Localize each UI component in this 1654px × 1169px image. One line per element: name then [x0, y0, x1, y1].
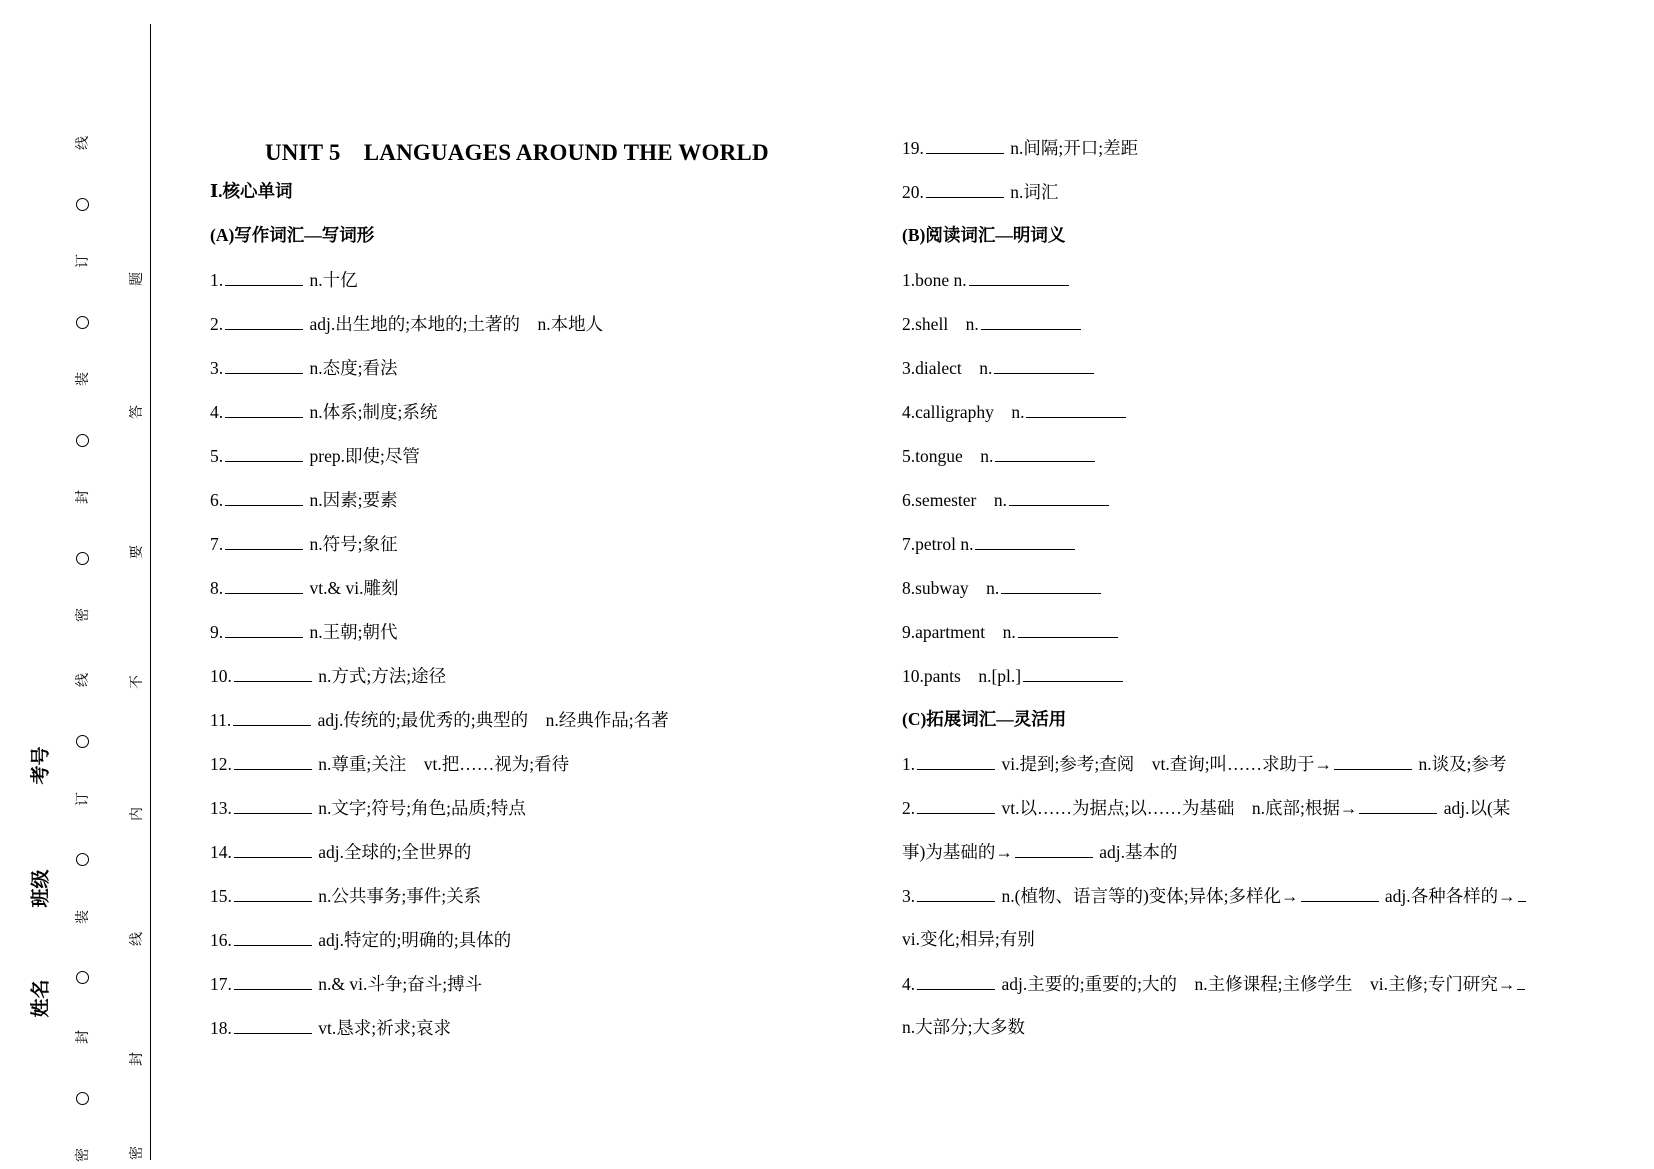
answer-blank[interactable]: [234, 884, 312, 902]
list-item: 3. n.态度;看法: [210, 358, 398, 378]
answer-blank[interactable]: [234, 1016, 312, 1034]
margin-glyph: 密: [130, 1146, 145, 1160]
margin-circle: [76, 198, 89, 211]
answer-blank[interactable]: [225, 444, 303, 462]
list-item: 2.shell n.: [902, 312, 1083, 335]
answer-blank[interactable]: [225, 532, 303, 550]
margin-glyph: 封: [76, 1030, 91, 1044]
list-item: 19. n.间隔;开口;差距: [902, 138, 1139, 158]
answer-blank[interactable]: [995, 444, 1095, 462]
list-item: 18. vt.恳求;祈求;哀求: [210, 1018, 451, 1038]
margin-circle: [76, 1092, 89, 1105]
answer-blank[interactable]: [926, 136, 1004, 154]
answer-blank[interactable]: [1359, 796, 1437, 814]
list-item: 4. adj.主要的;重要的;大的 n.主修课程;主修学生 vi.主修;专门研究→: [902, 972, 1527, 995]
list-item: 8. vt.& vi.雕刻: [210, 578, 399, 598]
list-item: 17. n.& vi.斗争;奋斗;搏斗: [210, 974, 483, 994]
list-item: 4.calligraphy n.: [902, 400, 1128, 423]
list-item: 7.petrol n.: [902, 532, 1077, 555]
list-item: 1. n.十亿: [210, 270, 358, 290]
answer-blank[interactable]: [225, 620, 303, 638]
margin-circle: [76, 552, 89, 565]
margin-glyph: 密: [76, 1148, 91, 1162]
answer-blank[interactable]: [917, 884, 995, 902]
answer-blank[interactable]: [234, 752, 312, 770]
answer-blank[interactable]: [917, 796, 995, 814]
list-item: 5. prep.即使;尽管: [210, 446, 420, 466]
margin-glyph: 封: [130, 1052, 145, 1066]
answer-blank[interactable]: [917, 972, 995, 990]
list-item: 8.subway n.: [902, 576, 1103, 599]
margin-glyph: 答: [130, 405, 145, 419]
list-item: 6.semester n.: [902, 488, 1111, 511]
answer-blank[interactable]: [917, 752, 995, 770]
list-item: 2. vt.以……为据点;以……为基础 n.底部;根据→ adj.以(某: [902, 798, 1511, 818]
margin-glyph: 线: [76, 136, 91, 150]
margin-label-class: 班级: [30, 869, 52, 908]
margin-glyph: 线: [76, 673, 91, 687]
list-item: 14. adj.全球的;全世界的: [210, 842, 472, 862]
answer-blank[interactable]: [233, 708, 311, 726]
answer-blank[interactable]: [975, 532, 1075, 550]
answer-blank[interactable]: [1018, 620, 1118, 638]
answer-blank[interactable]: [1517, 972, 1525, 990]
margin-glyph: 装: [76, 910, 91, 924]
answer-blank[interactable]: [1001, 576, 1101, 594]
answer-blank[interactable]: [1518, 884, 1526, 902]
list-item: 11. adj.传统的;最优秀的;典型的 n.经典作品;名著: [210, 710, 669, 730]
answer-blank[interactable]: [225, 400, 303, 418]
list-item: 1. vi.提到;参考;查阅 vt.查询;叫……求助于→ n.谈及;参考: [902, 754, 1507, 774]
list-item: 3.dialect n.: [902, 356, 1096, 379]
margin-glyph: 线: [130, 932, 145, 946]
margin-glyph: 封: [76, 490, 91, 504]
margin-circle: [76, 853, 89, 866]
list-item: 6. n.因素;要素: [210, 490, 398, 510]
list-item: 16. adj.特定的;明确的;具体的: [210, 930, 512, 950]
binding-line: [150, 24, 151, 1160]
list-item: 5.tongue n.: [902, 444, 1097, 467]
answer-blank[interactable]: [926, 180, 1004, 198]
answer-blank[interactable]: [1301, 884, 1379, 902]
list-item: 12. n.尊重;关注 vt.把……视为;看待: [210, 754, 570, 774]
margin-glyph: 装: [76, 372, 91, 386]
list-item: 15. n.公共事务;事件;关系: [210, 886, 482, 906]
answer-blank[interactable]: [234, 928, 312, 946]
margin-label-name: 姓名: [30, 979, 52, 1018]
margin-label-exam-number: 考号: [30, 746, 52, 785]
margin-circle: [76, 316, 89, 329]
list-item-continuation: 事)为基础的→ adj.基本的: [902, 842, 1178, 862]
answer-blank[interactable]: [1334, 752, 1412, 770]
answer-blank[interactable]: [234, 796, 312, 814]
answer-blank[interactable]: [234, 664, 312, 682]
margin-circle: [76, 434, 89, 447]
list-item: 1.bone n.: [902, 268, 1071, 291]
answer-blank[interactable]: [225, 312, 303, 330]
margin-circle: [76, 971, 89, 984]
answer-blank[interactable]: [234, 972, 312, 990]
answer-blank[interactable]: [981, 312, 1081, 330]
list-item: 10. n.方式;方法;途径: [210, 666, 447, 686]
answer-blank[interactable]: [225, 576, 303, 594]
margin-glyph: 要: [130, 545, 145, 559]
list-item: 7. n.符号;象征: [210, 534, 398, 554]
list-item: 2. adj.出生地的;本地的;土著的 n.本地人: [210, 314, 604, 334]
answer-blank[interactable]: [969, 268, 1069, 286]
answer-blank[interactable]: [225, 488, 303, 506]
answer-blank[interactable]: [1015, 840, 1093, 858]
list-item: 10.pants n.[pl.]: [902, 664, 1125, 687]
list-item: 3. n.(植物、语言等的)变体;异体;多样化→ adj.各种各样的→: [902, 884, 1528, 907]
section-heading-writing-vocab: (A)写作词汇—写词形: [210, 225, 375, 245]
margin-glyph: 内: [130, 807, 145, 821]
margin-glyph: 密: [76, 608, 91, 622]
margin-glyph: 不: [130, 675, 145, 689]
answer-blank[interactable]: [994, 356, 1094, 374]
page-title: UNIT 5 LANGUAGES AROUND THE WORLD: [265, 140, 769, 165]
section-heading-reading-vocab: (B)阅读词汇—明词义: [902, 225, 1066, 245]
section-heading-core-words: Ⅰ.核心单词: [210, 181, 293, 201]
list-item-continuation: vi.变化;相异;有别: [902, 929, 1035, 949]
answer-blank[interactable]: [234, 840, 312, 858]
list-item: 13. n.文字;符号;角色;品质;特点: [210, 798, 526, 818]
answer-blank[interactable]: [225, 268, 303, 286]
list-item: 9.apartment n.: [902, 620, 1120, 643]
answer-blank[interactable]: [1026, 400, 1126, 418]
list-item: 20. n.词汇: [902, 182, 1059, 202]
margin-glyph: 订: [76, 254, 91, 268]
margin-glyph: 题: [130, 272, 145, 286]
answer-blank[interactable]: [225, 356, 303, 374]
section-heading-extended-vocab: (C)拓展词汇—灵活用: [902, 709, 1067, 729]
list-item-continuation: n.大部分;大多数: [902, 1017, 1025, 1037]
answer-blank[interactable]: [1009, 488, 1109, 506]
margin-circle: [76, 735, 89, 748]
list-item: 4. n.体系;制度;系统: [210, 402, 438, 422]
margin-glyph: 订: [76, 792, 91, 806]
list-item: 9. n.王朝;朝代: [210, 622, 398, 642]
answer-blank[interactable]: [1023, 664, 1123, 682]
